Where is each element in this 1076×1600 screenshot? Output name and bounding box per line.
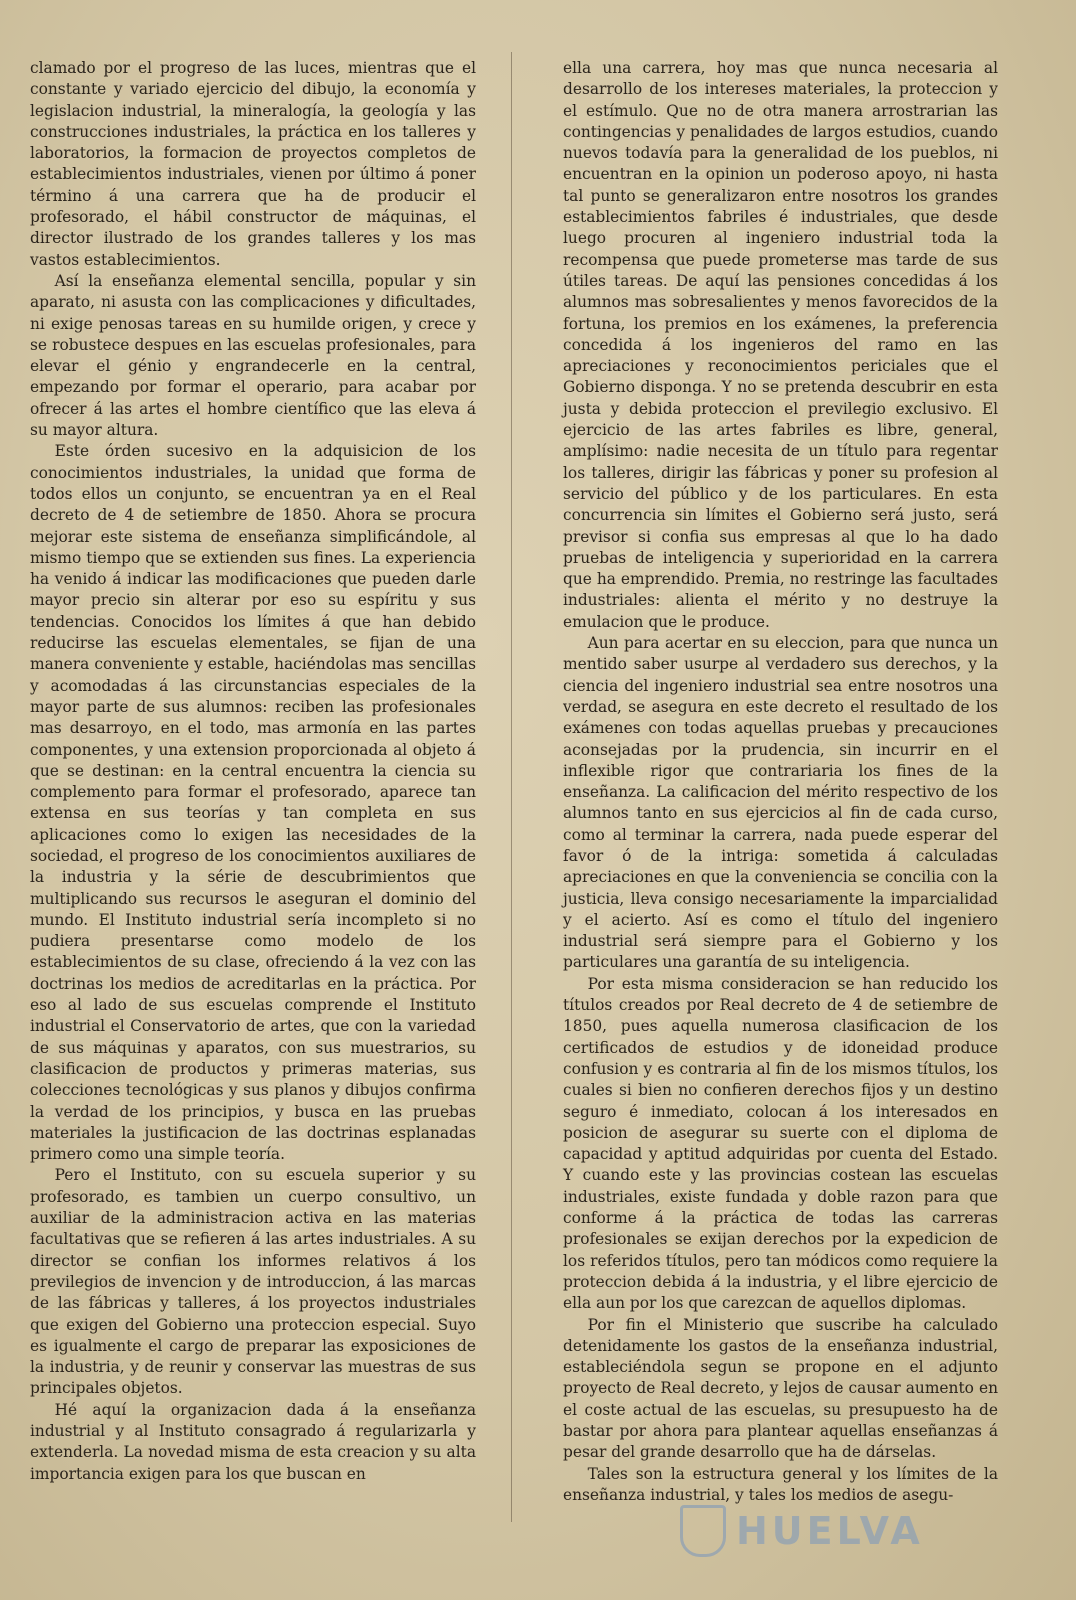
right-paragraph-2: Aun para acertar en su eleccion, para que nunca un mentido saber usurpe al verdadero sus derechos, y la ciencia del ingeniero industrial sea entre nosotros una verdad, se asegura en este decreto el resultado de los exámenes con todas aquellas pruebas y precauciones aconsejadas por la prudencia, sin incurrir en el inflexible rigor que contrariaria los fines de la enseñanza. La calificacion del mérito respectivo de los alumnos tanto en sus ejercicios al fin de cada curso, como al terminar la carrera, nada puede esperar del favor ó de la intriga: sometida á calculadas apreciaciones en que la conveniencia se concilia con la justicia, lleva consigo necesariamente la imparcialidad y el acierto. Así es como el título del ingeniero industrial será siempre para el Gobierno y los particulares una garantía de su inteligencia.: [563, 634, 998, 972]
left-paragraph-4: Pero el Instituto, con su escuela superior y su profesorado, es tambien un cuerpo consultivo, un auxiliar de la administracion activa en las materias facultativas que se refieren á las artes industriales. A su director se confian los informes relativos á los previlegios de invencion y de introduccion, á las marcas de las fábricas y talleres, á los proyectos industriales que exigen del Gobierno una proteccion especial. Suyo es igualmente el cargo de preparar las exposiciones de la industria, y de reunir y conservar las muestras de sus principales objetos.: [30, 1166, 476, 1398]
left-paragraph-5: Hé aquí la organizacion dada á la enseñanza industrial y al Instituto consagrado á regularizarla y extenderla. La novedad misma de esta creacion y su alta importancia exigen para los que buscan en: [30, 1400, 476, 1483]
watermark-label: HUELVA: [736, 1509, 924, 1553]
shield-icon: [680, 1505, 726, 1557]
left-paragraph-1: clamado por el progreso de las luces, mientras que el constante y variado ejercicio del dibujo, la economía y legislacion industrial, la mineralogía, la geología y las construcciones industriales, la práctica en los talleres y laboratorios, la formacion de proyectos completos de establecimientos industriales, vienen por último á poner término á una carrera que ha de producir el profesorado, el hábil constructor de máquinas, el director ilustrado de los grandes talleres y los mas vastos establecimientos.: [30, 59, 476, 269]
archive-watermark: [680, 1505, 924, 1557]
right-paragraph-4: Por fin el Ministerio que suscribe ha calculado detenidamente los gastos de la enseñanza industrial, estableciéndola segun se propone en el adjunto proyecto de Real decreto, y lejos de causar aumento en el coste actual de las escuelas, su presupuesto ha de bastar por ahora para plantear aquellas enseñanzas á pesar del grande desarrollo que ha de dárselas.: [563, 1315, 998, 1462]
right-column: [563, 58, 998, 1506]
left-paragraph-2: Así la enseñanza elemental sencilla, popular y sin aparato, ni asusta con las complicaciones y dificultades, ni exige penosas tareas en su humilde origen, y crece y se robustece despues en las escuelas profesionales, para elevar el génio y engrandecerle en la central, empezando por formar el operario, para acabar por ofrecer á las artes el hombre científico que las eleva á su mayor altura.: [30, 271, 476, 440]
right-paragraph-3: Por esta misma consideracion se han reducido los títulos creados por Real decreto de 4 de setiembre de 1850, pues aquella numerosa clasificacion de los certificados de estudios y de idoneidad produce confusion y es contraria al fin de los mismos títulos, los cuales si bien no confieren derechos fijos y un destino seguro é inmediato, colocan á los interesados en posicion de asegurar su suerte con el diploma de capacidad y aptitud adquiridas por cuenta del Estado. Y cuando este y las provincias costean las escuelas industriales, existe fundada y doble razon para que conforme á la práctica de todas las carreras profesionales se exijan derechos por la expedicion de los referidos títulos, pero tan módicos como requiere la proteccion debida á la industria, y el libre ejercicio de ella aun por los que carezcan de aquellos diplomas.: [563, 974, 998, 1313]
right-paragraph-1: ella una carrera, hoy mas que nunca necesaria al desarrollo de los intereses materiales, la proteccion y el estímulo. Que no de otra manera arrostrarian las contingencias y penalidades de largos estudios, cuando nuevos todavía para la generalidad de los pueblos, ni encuentran en la opinion un poderoso apoyo, ni hasta tal punto se generalizaron entre nosotros los grandes establecimientos fabriles é industriales, que desde luego procuren al ingeniero industrial toda la recompensa que puede prometerse mas tarde de sus útiles tareas. De aquí las pensiones concedidas á los alumnos mas sobresalientes y menos favorecidos de la fortuna, los premios en los exámenes, la preferencia concedida á los ingenieros del ramo en las apreciaciones y reconocimientos periciales que el Gobierno disponga. Y no se pretenda descubrir en esta justa y debida proteccion el previlegio exclusivo. El ejercicio de las artes fabriles es libre, general, amplísimo: nadie necesita de un título para regentar los talleres, dirigir las fábricas y poner su profesion al servicio del público y de los particulares. En esta concurrencia sin límites el Gobierno será justo, será previsor si confia sus empresas al que lo ha dado pruebas de inteligencia y superioridad en la carrera que ha emprendido. Premia, no restringe las facultades industriales: alienta el mérito y no destruye la emulacion que le produce.: [563, 59, 998, 631]
right-paragraph-5: Tales son la estructura general y los límites de la enseñanza industrial, y tales los medios de asegu-: [563, 1464, 998, 1504]
left-paragraph-3: Este órden sucesivo en la adquisicion de los conocimientos industriales, la unidad que forma de todos ellos un conjunto, se encuentran ya en el Real decreto de 4 de setiembre de 1850. Ahora se procura mejorar este sistema de enseñanza simplificándole, al mismo tiempo que se extienden sus fines. La experiencia ha venido á indicar las modificaciones que pueden darle mayor precio sin alterar por eso su espíritu y sus tendencias. Conocidos los límites á que han debido reducirse las escuelas elementales, se fijan de una manera conveniente y estable, haciéndolas mas sencillas y acomodadas á las circunstancias especiales de la mayor parte de sus alumnos: reciben las profesionales mas desarroyo, en el todo, mas armonía en las partes componentes, y una extension proporcionada al objeto á que se destinan: en la central encuentra la ciencia su complemento para formar el profesorado, aparece tan extensa en sus teorías y tan completa en sus aplicaciones como lo exigen las necesidades de la sociedad, el progreso de los conocimientos auxiliares de la industria y la série de descubrimientos que multiplicando sus recursos le aseguran el dominio del mundo. El Instituto industrial sería incompleto si no pudiera presentarse como modelo de los establecimientos de su clase, ofreciendo á la vez con las doctrinas los medios de acreditarlas en la práctica. Por eso al lado de sus escuelas comprende el Instituto industrial el Conservatorio de artes, que con la variedad de sus máquinas y aparatos, con sus muestrarios, su clasificacion de productos y primeras materias, sus colecciones tecnológicas y sus planos y dibujos confirma la verdad de los principios, y busca en las pruebas materiales la justificacion de las doctrinas esplanadas primero como una simple teoría.: [30, 442, 476, 1164]
left-column: [30, 58, 476, 1485]
column-divider: [511, 52, 512, 1522]
